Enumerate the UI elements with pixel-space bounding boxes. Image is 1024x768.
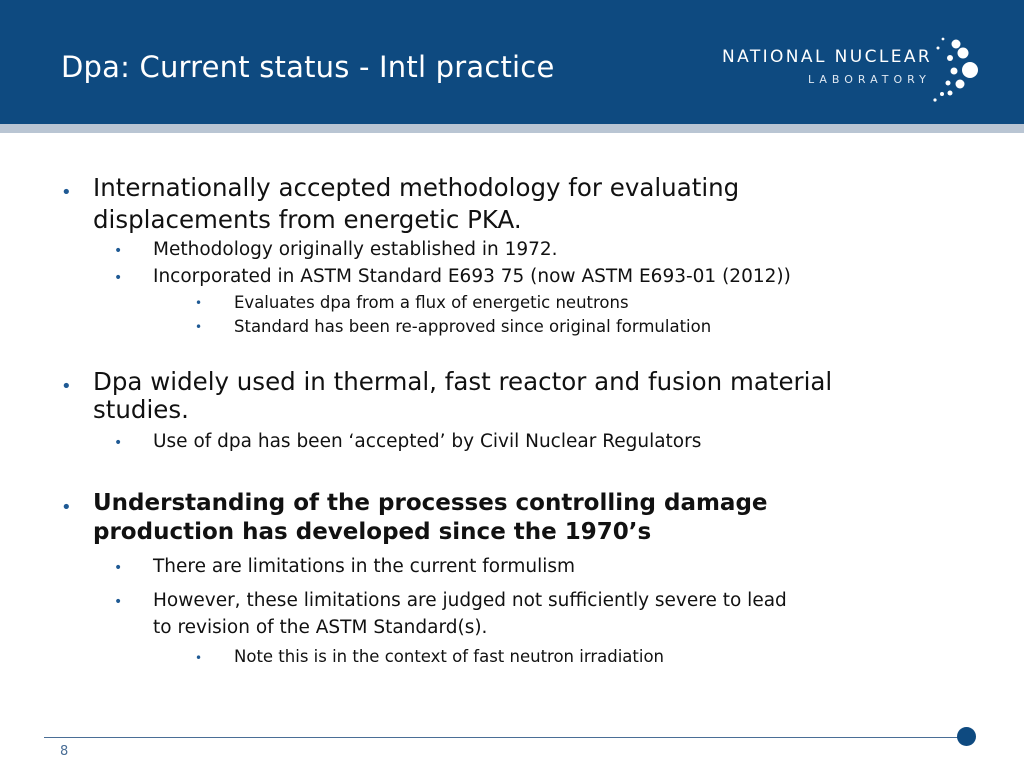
logo-line1: NATIONAL NUCLEAR <box>722 47 933 67</box>
bullet-1-subsub-2: Standard has been re-approved since original formulation <box>234 317 712 336</box>
sub-bullet-marker: • <box>114 243 123 259</box>
bullet-3-sub-2-line-1: However, these limitations are judged not sufficiently severe to lead <box>153 590 787 611</box>
bullet-3-subsub-1: Note this is in the context of fast neutron irradiation <box>234 647 665 666</box>
subsub-bullet-marker: • <box>195 651 203 665</box>
bullet-3-sub-2-line-2: to revision of the ASTM Standard(s). <box>153 617 488 638</box>
sub-bullet-marker: • <box>114 270 123 286</box>
bullet-1-subsub-1: Evaluates dpa from a flux of energetic neutrons <box>234 293 629 312</box>
bullet-2-sub-1: Use of dpa has been ‘accepted’ by Civil Nuclear Regulators <box>153 431 702 452</box>
sub-bullet-marker: • <box>114 594 123 610</box>
sub-bullet-marker: • <box>114 435 123 451</box>
bullet-1-sub-2: Incorporated in ASTM Standard E693 75 (now ASTM E693-01 (2012)) <box>153 266 791 287</box>
bullet-marker: • <box>61 376 72 397</box>
bullet-3-sub-1: There are limitations in the current formulism <box>153 556 576 577</box>
bullet-3-line-1: Understanding of the processes controlling damage <box>93 490 768 516</box>
bullet-3-line-2: production has developed since the 1970’s <box>93 519 652 545</box>
bullet-1-line-1: Internationally accepted methodology for evaluating <box>93 173 740 202</box>
subsub-bullet-marker: • <box>195 296 203 310</box>
bullet-2-line-1: Dpa widely used in thermal, fast reactor and fusion material <box>93 367 833 396</box>
bullet-1-sub-1: Methodology originally established in 1972. <box>153 239 558 260</box>
bullet-1-line-2: displacements from energetic PKA. <box>93 205 522 234</box>
slide-title: Dpa: Current status - Intl practice <box>61 50 555 84</box>
page-number: 8 <box>60 744 69 759</box>
subsub-bullet-marker: • <box>195 320 203 334</box>
bullet-marker: • <box>61 182 72 203</box>
footer-rule <box>44 737 966 738</box>
footer-dot-icon <box>957 727 976 746</box>
bullet-2-line-2: studies. <box>93 395 189 424</box>
bullet-marker: • <box>61 497 72 518</box>
logo-line2: LABORATORY <box>808 73 931 86</box>
sub-bullet-marker: • <box>114 560 123 576</box>
